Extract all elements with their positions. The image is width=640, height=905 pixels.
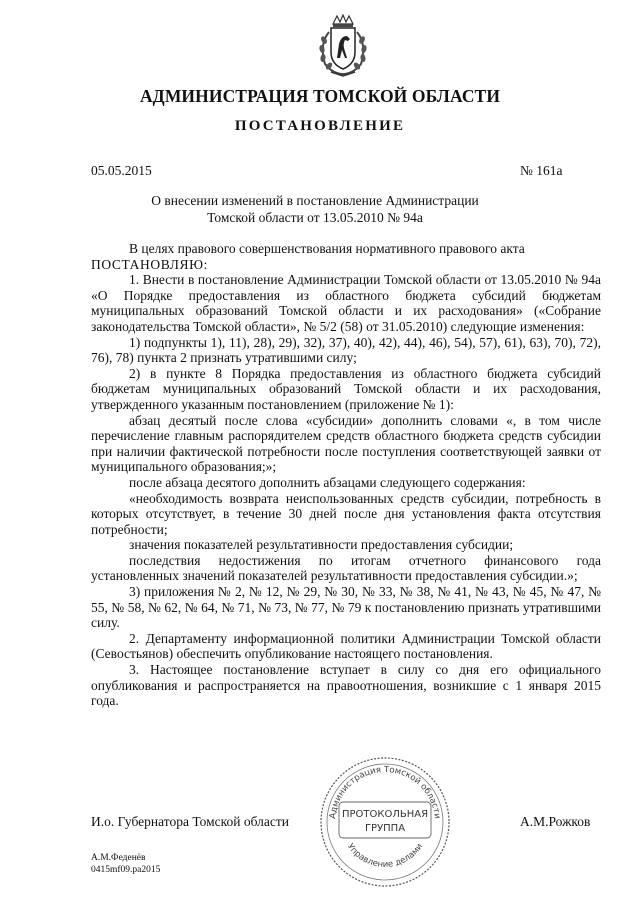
coat-of-arms-emblem [313, 14, 373, 78]
footer-code: 0415mf09.pa2015 [91, 865, 161, 875]
paragraph-1-item-2e: последствия недостижения по итогам отчетного финансового года установленных значений показателей результативности предоставления субсидии.»; [91, 552, 601, 584]
paragraph-3: 3. Настоящее постановление вступает в силу со дня его официального опубликования и распространяется на правоотношения, возникшие с 1 января 2015 года. [91, 662, 601, 709]
document-number: № 161а [520, 163, 563, 178]
document-body [91, 241, 601, 709]
stamp-ring-text: Администрация Томской области [328, 764, 442, 820]
paragraph-1: 1. Внести в постановление Администрации Томской области от 13.05.2010 № 94а «О Порядке предоставления из областного бюджета субсидий бюджетам муниципальных образований Томской области и их расходования» («Собрание законодательства Томской области», № 5/2 (58) от 31.05.2010) следующие изменения: [91, 272, 601, 334]
stamp-bottom-text: Управление делами [344, 841, 426, 870]
paragraph-1-item-2b: после абзаца десятого дополнить абзацами следующего содержания: [129, 474, 526, 490]
paragraph-1-item-3: 3) приложения № 2, № 12, № 29, № 30, № 33, № 38, № 41, № 43, № 45, № 47, № 55, № 58, № 62, № 64, № 71, № 73, № 77, № 79 к постановлению признать утратившими силу. [91, 584, 601, 631]
subject-line-1: О внесении изменений в постановление Администрации [151, 193, 479, 208]
organization-name: АДМИНИСТРАЦИЯ ТОМСКОЙ ОБЛАСТИ [139, 86, 501, 106]
decree-word: ПОСТАНОВЛЯЮ: [91, 256, 208, 272]
footer-metadata [91, 852, 160, 876]
svg-text:Управление делами [345, 842, 425, 870]
subject-line-2: Томской области от 13.05.2010 № 94а [207, 210, 423, 225]
paragraph-1-item-2d: значения показателей результативности предоставления субсидии; [129, 537, 514, 553]
paragraph-2: 2. Департаменту информационной политики Администрации Томской области (Севостьянов) обеспечить опубликование настоящего постановления. [91, 630, 601, 662]
stamp-center-line-2: ГРУППА [364, 823, 406, 834]
paragraph-1-item-1: 1) подпункты 1), 11), 28), 29), 32), 37), 40), 42), 44), 46), 54), 57), 61), 63), 70), 72), 76), 78) пункта 2 признать утратившими силу; [91, 334, 601, 366]
paragraph-1-item-2c: «необходимость возврата неиспользованных средств субсидии, потребность в которых отсутствует, в течение 30 дней после дня установления факта отсутствия потребности; [91, 490, 601, 537]
signatory-name: А.М.Рожков [520, 814, 591, 829]
intro-paragraph: В целях правового совершенствования нормативного правового акта [129, 241, 525, 256]
paragraph-1-item-2a: абзац десятый после слова «субсидии» дополнить словами «, в том числе перечисление главным распорядителем средств областного бюджета средств субсидии при наличии фактической потребности после поступления соответствующей заявки от муниципального образования;»; [91, 412, 601, 475]
footer-author: А.М.Феденёв [91, 853, 146, 863]
stamp-center-line-1: ПРОТОКОЛЬНАЯ [341, 809, 429, 820]
signatory-position: И.о. Губернатора Томской области [91, 814, 289, 829]
document-date: 05.05.2015 [91, 163, 152, 178]
official-stamp [315, 752, 455, 892]
paragraph-1-item-2: 2) в пункте 8 Порядка предоставления из областного бюджета субсидий бюджетам муниципальных образований Томской области и их расходования, утвержденного указанным постановлением (приложение № 1): [91, 365, 601, 412]
document-subject [120, 192, 510, 226]
document-type-title: ПОСТАНОВЛЕНИЕ [234, 118, 406, 134]
